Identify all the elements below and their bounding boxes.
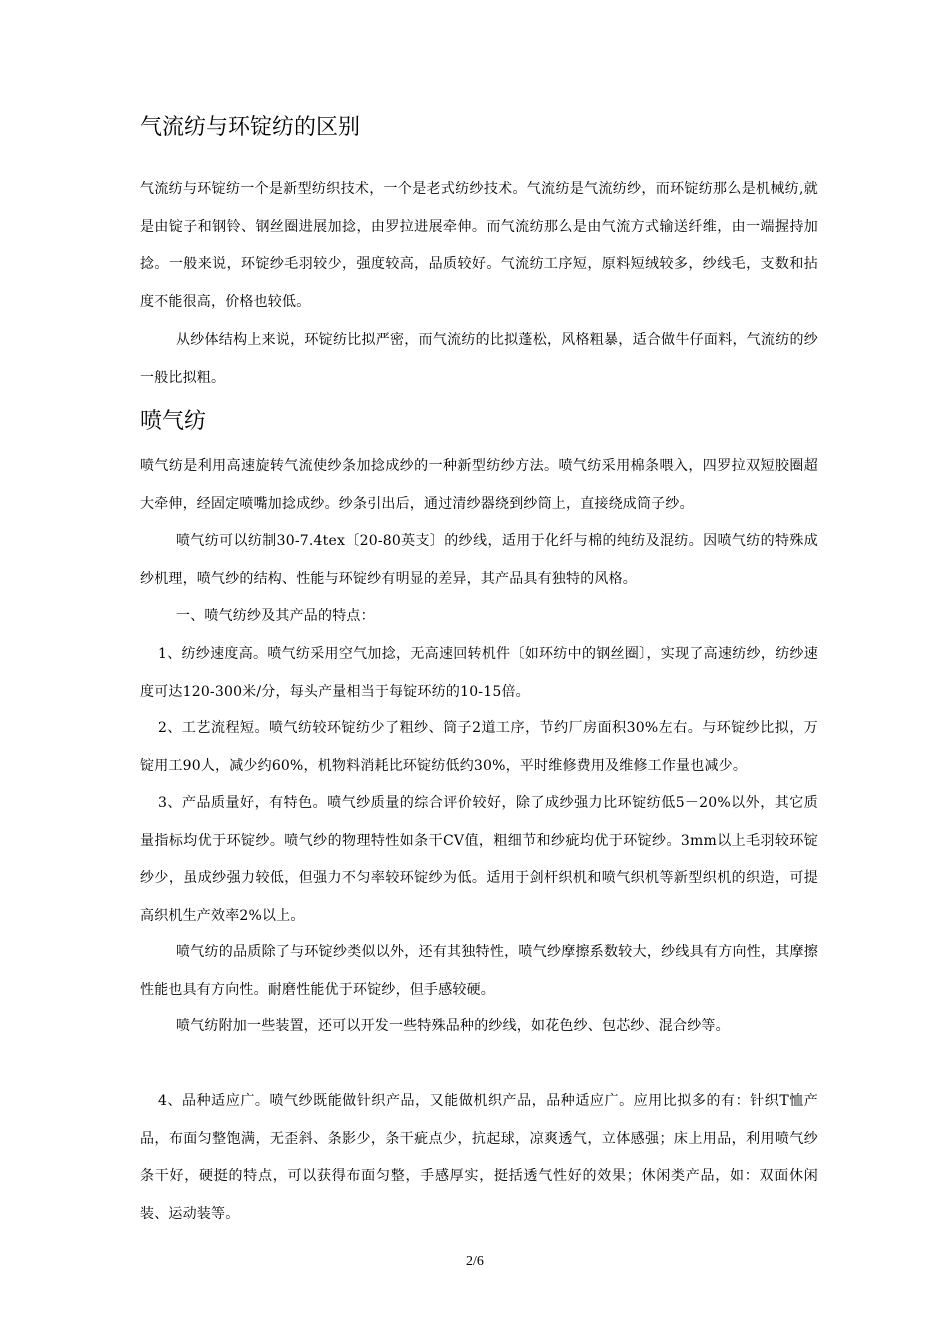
page-number: 2/6 [466,1254,484,1269]
paragraph-quality: 喷气纺的品质除了与环锭纱类似以外，还有其独特性，喷气纱摩擦系数较大，纱线具有方向性，其摩擦性能也具有方向性。耐磨性能优于环锭纱，但手感较硬。 [140,944,818,998]
paragraph-item-3: 3、产品质量好，有特色。喷气纱质量的综合评价较好，除了成纱强力比环锭纺低5－20%以外，其它质量指标均优于环锭纱。喷气纱的物理特性如条干CV值，粗细节和纱疵均优于环锭纱。3mm以上毛羽较环锭纱少，虽成纱强力较低，但强力不匀率较环锭纱为低。适用于剑杆织机和喷气织机等新型织机的织造，可提高织机生产效率2%以上。 [140,795,818,924]
page-title: 气流纺与环锭纺的区别 [140,115,361,140]
paragraph-yarn-range: 喷气纺可以纺制30-7.4tex〔20-80英支〕的纱线，适用于化纤与棉的纯纺及混纺。因喷气纺的特殊成纱机理，喷气纱的结构、性能与环锭纱有明显的差异，其产品具有独特的风格。 [140,533,818,587]
paragraph-features-heading: 一、喷气纺纱及其产品的特点： [176,608,375,624]
paragraph-jet-spinning: 喷气纺是利用高速旋转气流使纱条加捻成纱的一种新型纺纱方法。喷气纺采用棉条喂入，四罗拉双短胶圈超大牵伸，经固定喷嘴加捻成纱。纱条引出后，通过清纱器绕到纱筒上，直接绕成筒子纱。 [140,458,818,512]
section-heading: 喷气纺 [140,409,207,434]
paragraph-item-2: 2、工艺流程短。喷气纺较环锭纺少了粗纱、筒子2道工序，节约厂房面积30%左右。与环锭纱比拟，万锭用工90人，减少约60%，机物料消耗比环锭纺低约30%，平时维修费用及维修工作量也减少。 [140,720,818,774]
paragraph-structure: 从纱体结构上来说，环锭纺比拟严密，而气流纺的比拟蓬松，风格粗暴，适合做牛仔面料，气流纺的纱一般比拟粗。 [140,332,818,386]
paragraph-item-1: 1、纺纱速度高。喷气纺采用空气加捻，无高速回转机件〔如环纺中的钢丝圈〕，实现了高速纺纱，纺纱速度可达120-300米/分，每头产量相当于每锭环纺的10-15倍。 [140,646,818,700]
paragraph-special-yarns: 喷气纺附加一些装置，还可以开发一些特殊品种的纱线，如花色纱、包芯纱、混合纱等。 [176,1018,730,1034]
paragraph-item-4: 4、品种适应广。喷气纱既能做针织产品，又能做机织产品，品种适应广。应用比拟多的有：针织T恤产品，布面匀整饱满，无歪斜、条影少，条干疵点少，抗起球，凉爽透气，立体感强；床上用品，利用喷气纱条干好，硬挺的特点，可以获得布面匀整，手感厚实，挺括透气性好的效果；休闲类产品，如：双面休闲装、运动装等。 [140,1093,818,1222]
paragraph-intro: 气流纺与环锭纺一个是新型纺织技术，一个是老式纺纱技术。气流纺是气流纺纱，而环锭纺那么是机械纺,就是由锭子和钢铃、钢丝圈进展加捻，由罗拉进展牵伸。而气流纺那么是由气流方式输送纤维，由一端握持加捻。一般来说，环锭纱毛羽较少，强度较高，品质较好。气流纺工序短，原料短绒较多，纱线毛，支数和拈度不能很高，价格也较低。 [140,181,818,310]
